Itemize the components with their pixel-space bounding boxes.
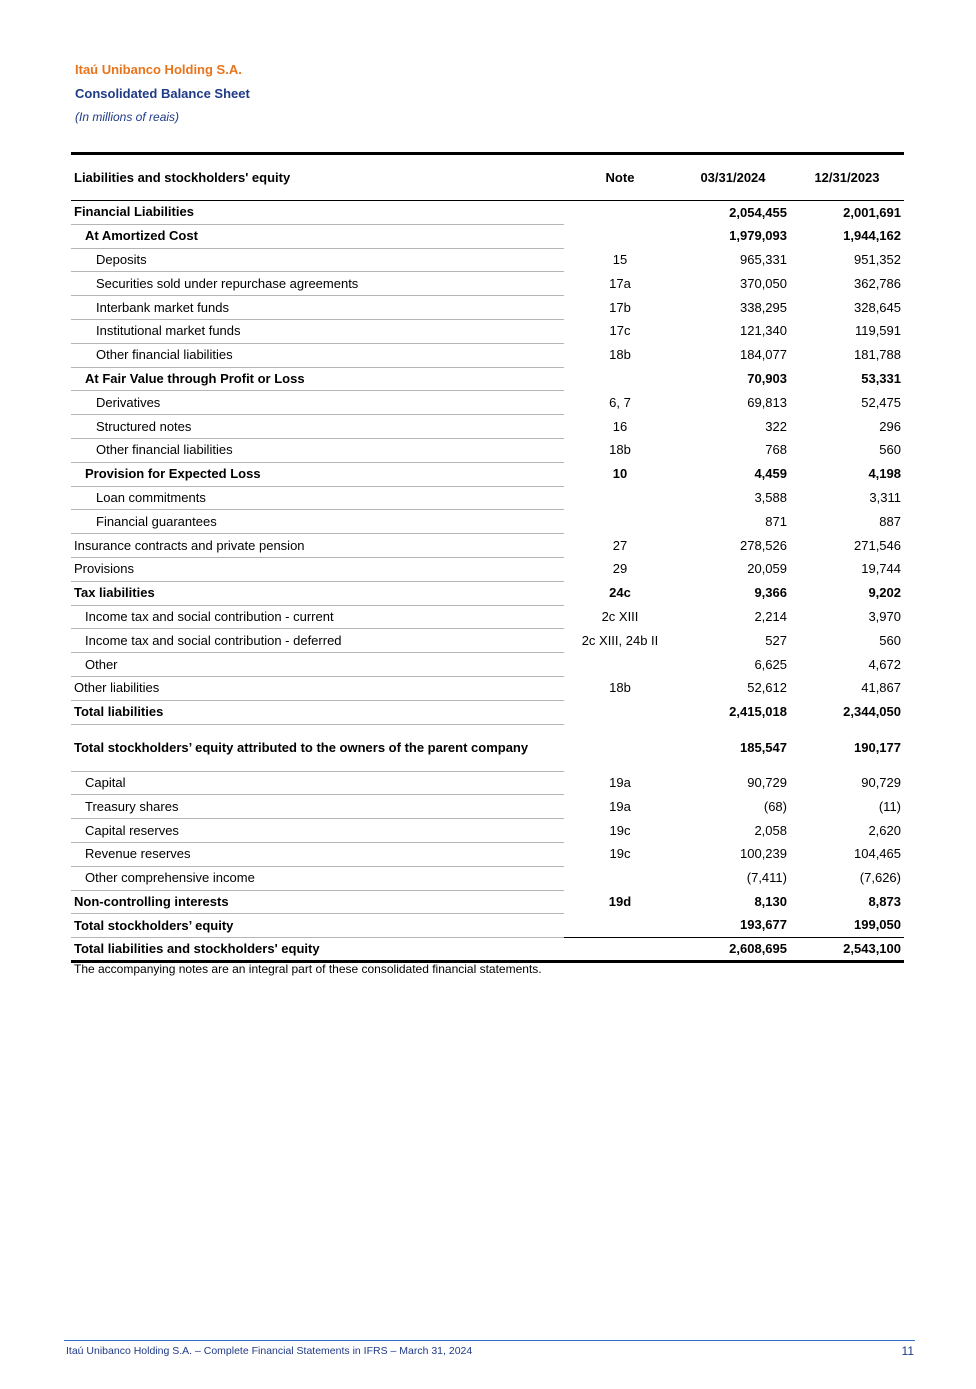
row-value-current: 6,625 <box>754 656 787 672</box>
row-note: 16 <box>612 418 628 434</box>
row-label: Financial Liabilities <box>71 201 564 225</box>
row-label: Other financial liabilities <box>71 438 564 462</box>
row-note <box>564 653 676 677</box>
row-label: Non-controlling interests <box>71 890 564 914</box>
table-row <box>71 534 904 558</box>
row-value-current: 2,054,455 <box>729 204 787 220</box>
row-value-prior: 296 <box>879 418 901 434</box>
row-value-current: 4,459 <box>754 466 787 482</box>
table-row <box>71 700 904 724</box>
row-value-prior: 4,672 <box>868 656 901 672</box>
row-value-prior: 90,729 <box>861 774 901 790</box>
row-value-current: 90,729 <box>747 774 787 790</box>
row-value-prior: 53,331 <box>861 370 901 386</box>
row-note <box>564 700 676 724</box>
row-label: Structured notes <box>71 415 564 439</box>
row-note <box>564 201 676 225</box>
table-row <box>71 296 904 320</box>
row-value-current: 9,366 <box>754 585 787 601</box>
row-value-current: 3,588 <box>754 489 787 505</box>
column-header-prior: 12/31/2023 <box>790 154 904 201</box>
row-label: Financial guarantees <box>71 510 564 534</box>
row-value-prior: 4,198 <box>868 466 901 482</box>
row-value-current: 69,813 <box>747 394 787 410</box>
row-label: Total stockholders’ equity <box>71 914 564 938</box>
row-note: 10 <box>612 466 628 482</box>
row-label: Treasury shares <box>71 795 564 819</box>
row-value-prior: 104,465 <box>854 846 901 862</box>
row-label: Other liabilities <box>71 676 564 700</box>
row-value-current: 278,526 <box>740 537 787 553</box>
row-label: Loan commitments <box>71 486 564 510</box>
table-row <box>71 201 904 225</box>
row-note <box>564 914 676 938</box>
column-header-note: Note <box>564 154 676 201</box>
row-label: Securities sold under repurchase agreements <box>71 272 564 296</box>
row-value-prior: 2,620 <box>868 822 901 838</box>
row-note: 18b <box>609 680 631 696</box>
row-value-current: 121,340 <box>740 323 787 339</box>
table-row <box>71 842 904 866</box>
table-row <box>71 438 904 462</box>
row-value-current: 527 <box>765 632 787 648</box>
row-value-prior: 9,202 <box>868 585 901 601</box>
row-value-prior: 951,352 <box>854 251 901 267</box>
row-label: Income tax and social contribution - deferred <box>71 629 564 653</box>
row-note <box>564 510 676 534</box>
row-value-current: 871 <box>765 513 787 529</box>
row-value-prior: 560 <box>879 442 901 458</box>
balance-sheet-table <box>71 152 904 963</box>
row-value-prior: 2,001,691 <box>843 204 901 220</box>
row-label: Insurance contracts and private pension <box>71 534 564 558</box>
row-value-current: 70,903 <box>747 370 787 386</box>
row-label: At Fair Value through Profit or Loss <box>71 367 564 391</box>
row-note: 19d <box>608 893 632 909</box>
row-value-prior: 8,873 <box>868 893 901 909</box>
table-row <box>71 462 904 486</box>
footer-text: Itaú Unibanco Holding S.A. – Complete Financial Statements in IFRS – March 31, 2024 <box>66 1345 473 1357</box>
row-value-current: 965,331 <box>740 251 787 267</box>
table-row <box>71 391 904 415</box>
column-header-current: 03/31/2024 <box>676 154 790 201</box>
row-note: 29 <box>612 561 628 577</box>
row-value-current: (68) <box>763 798 787 814</box>
row-value-prior: 328,645 <box>854 299 901 315</box>
row-value-current: 8,130 <box>754 893 787 909</box>
row-value-current: 768 <box>765 442 787 458</box>
row-value-prior: 3,311 <box>869 489 901 505</box>
row-note: 27 <box>612 537 628 553</box>
row-label: Capital reserves <box>71 819 564 843</box>
row-value-prior: 190,177 <box>854 739 901 755</box>
row-label: Total liabilities <box>71 700 564 724</box>
row-note <box>564 938 676 962</box>
row-value-prior: 119,591 <box>854 323 901 339</box>
row-value-prior: 887 <box>879 513 901 529</box>
row-value-prior: 3,970 <box>868 608 901 624</box>
table-row <box>71 272 904 296</box>
row-value-current: 2,415,018 <box>729 704 787 720</box>
table-row <box>71 486 904 510</box>
row-note: 19c <box>609 846 631 862</box>
row-label: Income tax and social contribution - current <box>71 605 564 629</box>
row-value-current: 193,677 <box>740 917 787 933</box>
row-value-current: 185,547 <box>740 739 787 755</box>
row-note: 17b <box>609 299 631 315</box>
row-value-current: (7,411) <box>746 870 787 886</box>
row-note: 6, 7 <box>609 394 631 410</box>
row-value-current: 2,608,695 <box>676 938 790 962</box>
row-label: Deposits <box>71 248 564 272</box>
row-value-prior: 181,788 <box>854 347 901 363</box>
row-note <box>564 486 676 510</box>
row-label: Tax liabilities <box>71 581 564 605</box>
row-label: Provision for Expected Loss <box>71 462 564 486</box>
row-label: Other <box>71 653 564 677</box>
table-row <box>71 771 904 795</box>
row-value-prior: 1,944,162 <box>843 228 901 244</box>
row-value-current: 1,979,093 <box>729 228 787 244</box>
row-label: Other financial liabilities <box>71 343 564 367</box>
row-note: 2c XIII, 24b II <box>581 632 659 648</box>
row-note: 17a <box>609 275 631 291</box>
table-row <box>71 653 904 677</box>
table-row <box>71 938 904 962</box>
table-row <box>71 581 904 605</box>
row-label: Provisions <box>71 557 564 581</box>
table-row <box>71 343 904 367</box>
units-note: (In millions of reais) <box>75 110 180 124</box>
row-label: At Amortized Cost <box>71 224 564 248</box>
row-note <box>564 866 676 890</box>
table-row <box>71 890 904 914</box>
table-row <box>71 510 904 534</box>
page-number: 11 <box>901 1344 914 1358</box>
row-value-current: 100,239 <box>740 846 787 862</box>
row-value-current: 20,059 <box>747 561 787 577</box>
row-note: 17c <box>609 323 631 339</box>
table-row <box>71 557 904 581</box>
row-note: 19c <box>609 822 631 838</box>
row-note: 18b <box>609 347 631 363</box>
footnote: The accompanying notes are an integral part of these consolidated financial statements. <box>74 962 542 976</box>
table-row <box>71 795 904 819</box>
row-note: 15 <box>612 251 628 267</box>
table-row <box>71 415 904 439</box>
row-note: 18b <box>609 442 631 458</box>
row-label: Interbank market funds <box>71 296 564 320</box>
row-label: Institutional market funds <box>71 319 564 343</box>
row-value-current: 52,612 <box>747 680 787 696</box>
row-note: 19a <box>609 774 631 790</box>
row-value-current: 2,214 <box>754 608 787 624</box>
row-label: Derivatives <box>71 391 564 415</box>
footer-rule <box>64 1340 915 1341</box>
table-row <box>71 629 904 653</box>
column-header-label: Liabilities and stockholders' equity <box>71 154 564 201</box>
row-value-prior: (7,626) <box>859 870 901 886</box>
table-row <box>71 676 904 700</box>
table-row <box>71 914 904 938</box>
table-row <box>71 367 904 391</box>
row-value-prior: 2,543,100 <box>790 938 904 962</box>
row-note <box>564 724 676 771</box>
row-value-prior: 362,786 <box>854 275 901 291</box>
table-row <box>71 819 904 843</box>
table-row <box>71 319 904 343</box>
row-value-prior: 41,867 <box>861 680 901 696</box>
row-note: 24c <box>609 585 631 601</box>
row-value-prior: 19,744 <box>861 561 901 577</box>
row-label: Revenue reserves <box>71 842 564 866</box>
row-value-current: 184,077 <box>740 347 787 363</box>
row-value-prior: 560 <box>879 632 901 648</box>
row-value-prior: 2,344,050 <box>843 704 901 720</box>
row-value-prior: (11) <box>878 798 901 814</box>
row-value-current: 370,050 <box>740 275 787 291</box>
row-value-prior: 271,546 <box>854 537 901 553</box>
row-note <box>564 224 676 248</box>
page-title: Consolidated Balance Sheet <box>75 86 250 101</box>
row-label: Other comprehensive income <box>71 866 564 890</box>
table-row <box>71 605 904 629</box>
row-label: Capital <box>71 771 564 795</box>
row-value-current: 338,295 <box>740 299 787 315</box>
row-label: Total stockholders’ equity attributed to the owners of the parent company <box>71 724 564 771</box>
table-row <box>71 248 904 272</box>
table-row <box>71 866 904 890</box>
table-header-row <box>71 154 904 201</box>
row-note: 2c XIII <box>601 608 639 624</box>
table-row <box>71 724 904 771</box>
table-row <box>71 224 904 248</box>
row-value-prior: 199,050 <box>854 917 901 933</box>
row-note <box>564 367 676 391</box>
row-value-current: 2,058 <box>754 822 787 838</box>
row-note: 19a <box>609 798 631 814</box>
row-value-current: 322 <box>765 418 787 434</box>
row-label: Total liabilities and stockholders' equity <box>71 938 564 962</box>
row-value-prior: 52,475 <box>861 394 901 410</box>
company-name: Itaú Unibanco Holding S.A. <box>75 62 242 77</box>
